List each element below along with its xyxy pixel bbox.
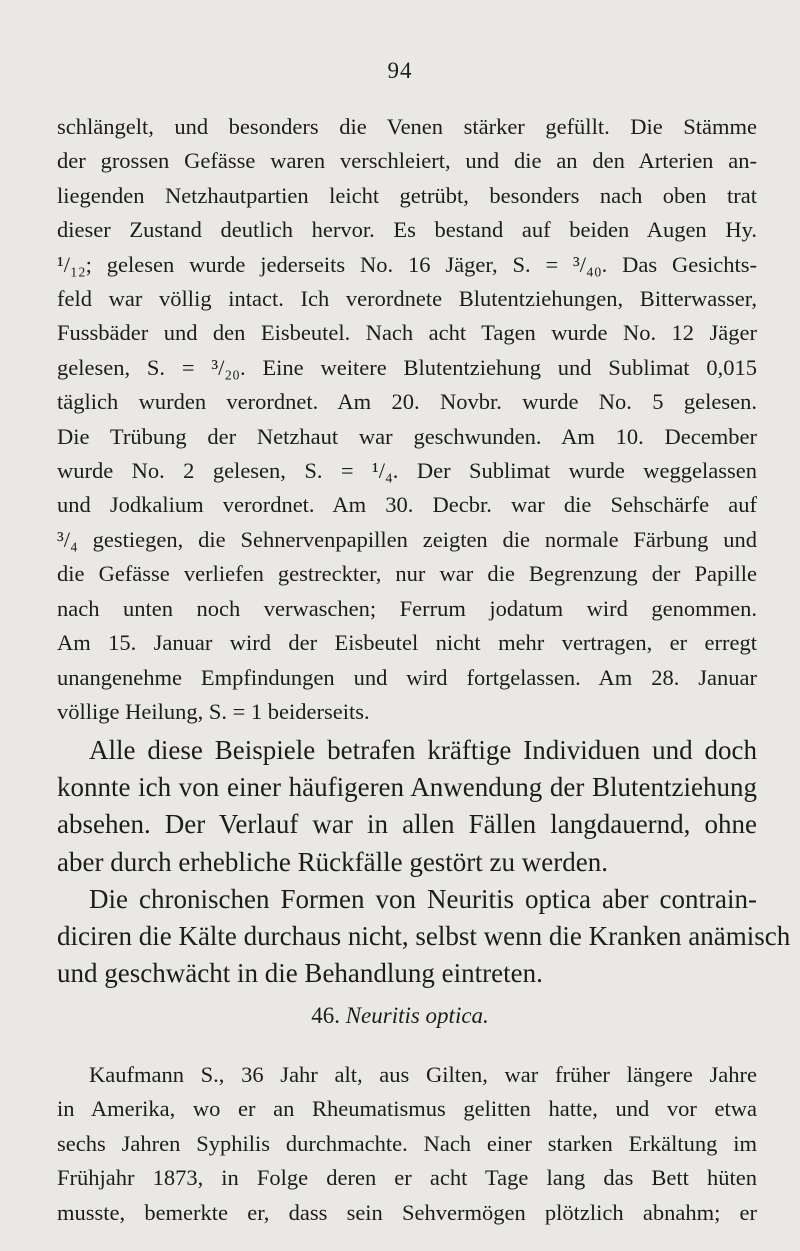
section-title: Neuritis optica. bbox=[345, 1003, 489, 1028]
text-line: Kaufmann S., 36 Jahr alt, aus Gilten, war früher längere Jahre bbox=[89, 1062, 757, 1087]
page-number: 94 bbox=[387, 58, 413, 83]
text-line: absehen. Der Verlauf war in allen Fällen langdauernd, ohne bbox=[57, 809, 757, 840]
text-line: musste, bemerkte er, dass sein Sehvermögen plötzlich abnahm; er bbox=[57, 1199, 757, 1225]
section-number: 46. bbox=[311, 1003, 340, 1028]
section-heading bbox=[0, 1003, 800, 1029]
paragraph-case-kaufmann bbox=[57, 1058, 757, 1230]
paragraph-summary bbox=[57, 732, 791, 992]
text-line: liegenden Netzhautpartien leicht getrübt, besonders nach oben trat bbox=[57, 182, 757, 208]
text-line: dieser Zustand deutlich hervor. Es bestand auf beiden Augen Hy. bbox=[57, 217, 757, 243]
text-line: völlige Heilung, S. = 1 beiderseits. bbox=[57, 698, 370, 724]
text-line: sechs Jahren Syphilis durchmachte. Nach einer starken Erkältung im bbox=[57, 1130, 757, 1156]
text-line: aber durch erhebliche Rückfälle gestört zu werden. bbox=[57, 846, 608, 877]
text-line: feld war völlig intact. Ich verordnete Blutentziehungen, Bitterwasser, bbox=[57, 286, 757, 312]
text-line: täglich wurden verordnet. Am 20. Novbr. wurde No. 5 gelesen. bbox=[57, 389, 757, 415]
text-line: die Gefässe verliefen gestreckter, nur war die Begrenzung der Papille bbox=[57, 561, 757, 587]
text-line: diciren die Kälte durchaus nicht, selbst wenn die Kranken anämisch bbox=[57, 921, 791, 952]
text-line: schlängelt, und besonders die Venen stärker gefüllt. Die Stämme bbox=[57, 114, 757, 139]
text-line: und geschwächt in die Behandlung eintreten. bbox=[57, 958, 543, 989]
text-line: ³/₄ gestiegen, die Sehnervenpapillen zeigten die normale Färbung und bbox=[57, 526, 757, 552]
text-line: konnte ich von einer häufigeren Anwendung der Blutentziehung bbox=[57, 772, 757, 803]
text-line: und Jodkalium verordnet. Am 30. Decbr. war die Sehschärfe auf bbox=[57, 492, 757, 518]
text-line: Frühjahr 1873, in Folge deren er acht Tage lang das Bett hüten bbox=[57, 1165, 757, 1191]
text-line: Die chronischen Formen von Neuritis optica aber contrain- bbox=[89, 883, 757, 914]
text-line: der grossen Gefässe waren verschleiert, und die an den Arterien an- bbox=[57, 148, 757, 174]
text-line: gelesen, S. = ³/₂₀. Eine weitere Blutentziehung und Sublimat 0,015 bbox=[57, 354, 757, 380]
text-line: nach unten noch verwaschen; Ferrum jodatum wird genommen. bbox=[57, 595, 757, 621]
text-line: Fussbäder und den Eisbeutel. Nach acht Tagen wurde No. 12 Jäger bbox=[57, 320, 757, 346]
text-line: Am 15. Januar wird der Eisbeutel nicht mehr vertragen, er erregt bbox=[57, 630, 757, 656]
text-line: wurde No. 2 gelesen, S. = ¹/₄. Der Sublimat wurde weggelassen bbox=[57, 458, 757, 484]
text-line: unangenehme Empfindungen und wird fortgelassen. Am 28. Januar bbox=[57, 664, 757, 690]
text-line: ¹/₁₂; gelesen wurde jederseits No. 16 Jäger, S. = ³/₄₀. Das Gesichts- bbox=[57, 251, 757, 277]
text-line: in Amerika, wo er an Rheumatismus gelitten hatte, und vor etwa bbox=[57, 1096, 757, 1122]
text-line: Die Trübung der Netzhaut war geschwunden. Am 10. December bbox=[57, 423, 757, 449]
text-line: Alle diese Beispiele betrafen kräftige Individuen und doch bbox=[89, 735, 757, 765]
paragraph-case-report-continued bbox=[57, 110, 757, 729]
